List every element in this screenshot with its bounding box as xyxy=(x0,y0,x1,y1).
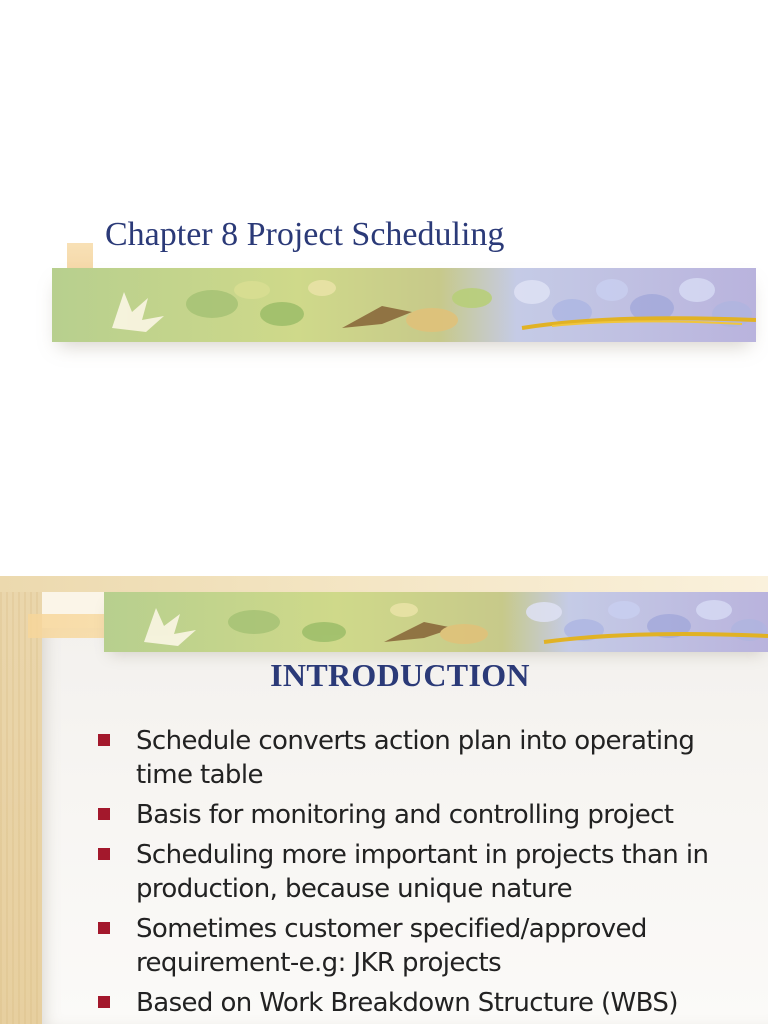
bullet-text: Schedule converts action plan into operating time table xyxy=(136,726,695,790)
top-strip xyxy=(0,576,768,592)
square-bullet-icon xyxy=(98,808,110,820)
decorative-banner xyxy=(52,268,756,342)
bullet-list xyxy=(98,724,738,1024)
bullet-text: Basis for monitoring and controlling project xyxy=(136,800,674,830)
bullet-text: Based on Work Breakdown Structure (WBS) xyxy=(136,988,678,1018)
bullet-item xyxy=(98,724,738,792)
square-bullet-icon xyxy=(98,922,110,934)
square-bullet-icon xyxy=(98,996,110,1008)
bullet-text: Sometimes customer specified/approved requirement-e.g: JKR projects xyxy=(136,914,647,978)
decorative-banner xyxy=(104,592,768,652)
bullet-item xyxy=(98,986,738,1020)
bullet-item xyxy=(98,838,738,906)
slide-title: Chapter 8 Project Scheduling xyxy=(105,216,505,253)
leaves-banner-image xyxy=(104,592,768,652)
parchment-border xyxy=(0,576,42,1024)
square-bullet-icon xyxy=(98,734,110,746)
bullet-text: Scheduling more important in projects than in production, because unique nature xyxy=(136,840,709,904)
slide-2 xyxy=(0,576,768,1024)
bullet-item xyxy=(98,912,738,980)
bullet-item xyxy=(98,798,738,832)
slide-heading: INTRODUCTION xyxy=(270,657,530,693)
square-bullet-icon xyxy=(98,848,110,860)
leaves-banner-image xyxy=(52,268,756,342)
